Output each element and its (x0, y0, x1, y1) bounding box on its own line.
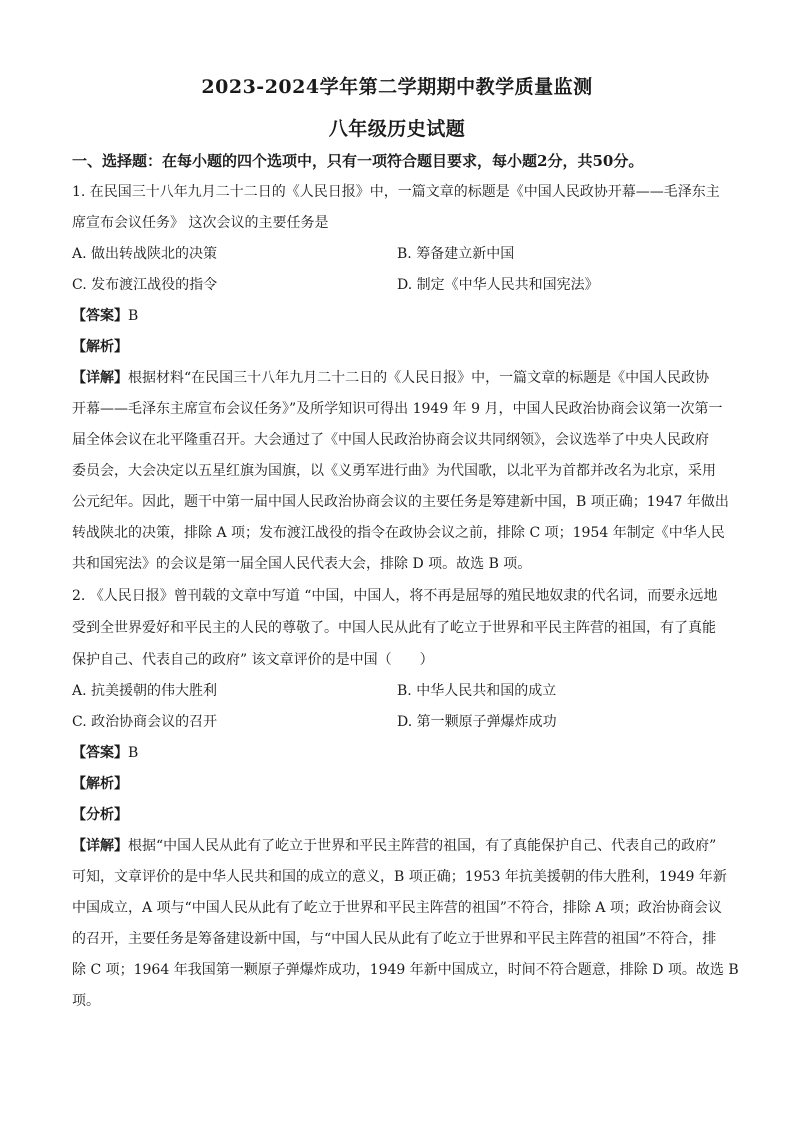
document-subtitle: 八年级历史试题 (328, 118, 466, 140)
q1-option-d: D. 制定《中华人民共和国宪法》 (397, 277, 599, 293)
q1-option-a: A. 做出转战陕北的决策 (72, 246, 218, 262)
q1-detail-text-1: 根据材料“在民国三十八年九月二十二日的《人民日报》中，一篇文章的标题是《中国人民政协 (128, 370, 710, 386)
q1-answer-label: 【答案】 (72, 308, 128, 324)
q2-detail-line-6: 项。 (72, 993, 100, 1009)
q2-detail-line-4: 的召开，主要任务是筹备建设新中国，与“中国人民从此有了屹立于世界和平民主阵营的祖国”不符合，排 (72, 931, 717, 947)
q1-stem-line-1: 1. 在民国三十八年九月二十二日的《人民日报》中，一篇文章的标题是《中国人民政协开幕——毛泽东主 (72, 184, 720, 200)
q1-option-b: B. 筹备建立新中国 (397, 246, 515, 262)
section-heading: 一、选择题：在每小题的四个选项中，只有一项符合题目要求，每小题2分，共50分。 (72, 152, 644, 170)
q2-detail-line-3: 中国成立，A 项与“中国人民从此有了屹立于世界和平民主阵营的祖国”不符合，排除 A 项；政治协商会议 (72, 900, 722, 916)
q2-detail-line-5: 除 C 项；1964 年我国第一颗原子弹爆炸成功，1949 年新中国成立，时间不符合题意，排除 D 项。故选 B (72, 962, 739, 978)
q1-detail-label: 【详解】 (72, 370, 128, 386)
q2-stem-line-3: 保护自己、代表自己的政府” 该文章评价的是中国（ ） (72, 652, 434, 668)
q1-detail-line-6: 转战陕北的决策，排除 A 项；发布渡江战役的指令在政协会议之前，排除 C 项；1954 年制定《中华人民 (72, 525, 725, 541)
q1-stem-line-2: 席宣布会议任务》 这次会议的主要任务是 (72, 215, 329, 231)
q1-detail-line-4: 委员会，大会决定以五星红旗为国旗，以《义勇军进行曲》为代国歌，以北平为首都并改名为北京，采用 (72, 463, 716, 479)
q2-detail-line-2: 可知，文章评价的是中华人民共和国的成立的意义，B 项正确；1953 年抗美援朝的伟大胜利，1949 年新 (72, 869, 727, 885)
q2-stem-line-2: 受到全世界爱好和平民主的人民的尊敬了。中国人民从此有了屹立于世界和平民主阵营的祖国，有了真能 (72, 620, 716, 636)
q2-answer-value: B (128, 745, 139, 761)
q2-answer (72, 743, 138, 763)
q2-fenxi-label: 【分析】 (72, 807, 128, 823)
q1-detail-line-1 (72, 368, 709, 388)
q1-answer-value: B (128, 308, 139, 324)
q1-option-c: C. 发布渡江战役的指令 (72, 277, 218, 293)
q1-detail-line-2: 开幕——毛泽东主席宣布会议任务》”及所学知识可得出 1949 年 9 月，中国人民政治协商会议第一次第一 (72, 401, 723, 417)
q2-answer-label: 【答案】 (72, 745, 128, 761)
q2-option-c: C. 政治协商会议的召开 (72, 714, 218, 730)
document-title: 2023-2024学年第二学期期中教学质量监测 (201, 76, 593, 98)
q2-analysis-label: 【解析】 (72, 776, 128, 792)
q1-detail-line-3: 届全体会议在北平隆重召开。大会通过了《中国人民政治协商会议共同纲领》，会议选举了中央人民政府 (72, 432, 709, 448)
q1-analysis-label: 【解析】 (72, 339, 128, 355)
q1-answer (72, 306, 138, 326)
q1-detail-line-7: 共和国宪法》的会议是第一届全国人民代表大会，排除 D 项。故选 B 项。 (72, 556, 532, 572)
q1-detail-line-5: 公元纪年。因此，题干中第一届中国人民政治协商会议的主要任务是筹建新中国，B 项正确；1947 年做出 (72, 494, 729, 510)
q2-option-d: D. 第一颗原子弹爆炸成功 (397, 714, 557, 730)
q2-detail-line-1 (72, 836, 716, 856)
q2-detail-text-1: 根据“中国人民从此有了屹立于世界和平民主阵营的祖国，有了真能保护自己、代表自己的政府” (128, 838, 717, 854)
q2-detail-label: 【详解】 (72, 838, 128, 854)
q2-stem-line-1: 2. 《人民日报》曾刊载的文章中写道 “中国，中国人，将不再是屈辱的殖民地奴隶的代名词，而要永远地 (72, 588, 718, 604)
q2-option-b: B. 中华人民共和国的成立 (397, 683, 557, 699)
q2-option-a: A. 抗美援朝的伟大胜利 (72, 683, 218, 699)
